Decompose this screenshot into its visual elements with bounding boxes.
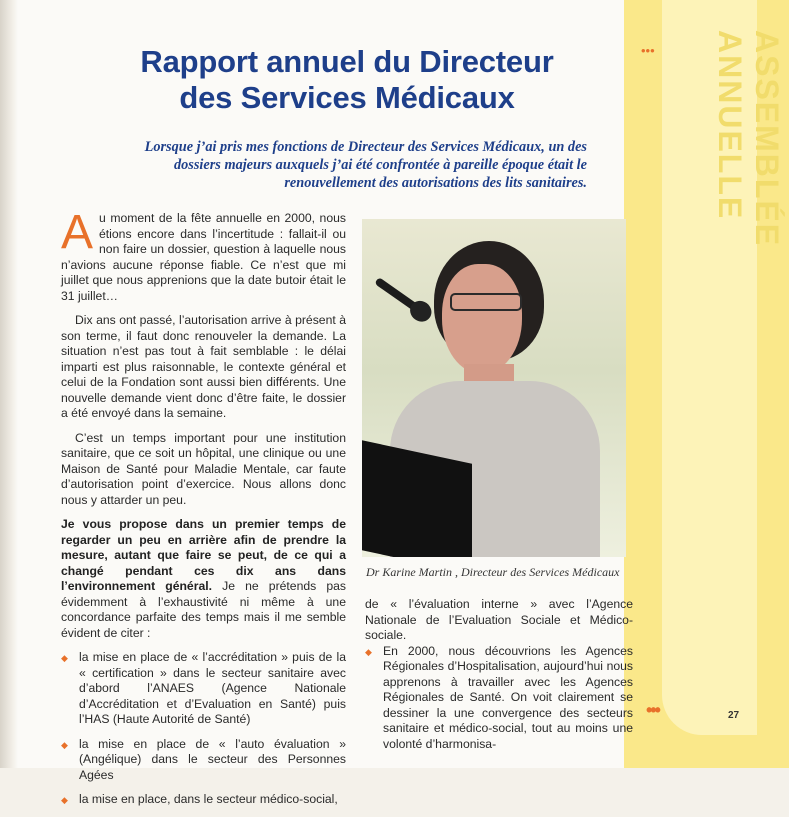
glasses-shape <box>450 293 522 311</box>
bullet-item: ◆ En 2000, nous découvrions les Agences Régionales d’Hospitalisation, aujourd’hui nous apprenons à travailler avec les Agences Régionales de Santé. On voit clairement se dessiner la une convergence des secteurs sanitaire et médico-social, tout au moins une volonté d’harmonisa- <box>365 644 633 753</box>
paragraph-2: Dix ans ont passé, l’autorisation arrive à présent à son terme, il faut donc renouveler la demande. La situation n’est pas tout à fait semblable : le délai imparti est plus raisonnable, le contexte général et celui de la Fondation sont aussi bien différents. Une nouvelle demande vient donc d’être faite, le dossier a été envoyé dans la semaine. <box>61 313 346 420</box>
footer-dots-decoration: ••• <box>646 700 659 720</box>
paragraph-1-text: u moment de la fête annuelle en 2000, nous étions encore dans l’incertitude : fallait-il ou non faire un dossier, question à laquelle nous n’avions aucune réponse fiable. Ce n’est que mi juillet que nous apprenions que la date butoir était le 31 juillet… <box>61 211 346 303</box>
article-title: Rapport annuel du Directeur des Services Médicaux <box>140 44 554 115</box>
book-spine <box>0 0 18 768</box>
paragraph-1 <box>61 206 346 304</box>
face-shape <box>442 264 522 374</box>
photo-caption: Dr Karine Martin , Directeur des Services Médicaux <box>366 565 620 579</box>
bullet-item: ◆ la mise en place de « l’accréditation » puis de la « certification » dans le secteur sanitaire avec d’abord l’ANAES (Agence Nationale d’Accréditation et d’Evaluation en Santé) puis l’HAS (Haute Autorité de Santé) <box>61 650 346 728</box>
drop-cap: A <box>61 206 94 259</box>
lead-paragraph: Lorsque j’ai pris mes fonctions de Directeur des Services Médicaux, un des dossiers majeurs auxquels j’ai été confrontée à pareille époque était le renouvellement des autorisations des lits sanitaires. <box>144 139 587 191</box>
vertical-section-title: ASSEMBLÉE ANNUELLE <box>712 30 785 248</box>
bullet-item: ◆ la mise en place, dans le secteur médico-social, <box>61 792 346 808</box>
yellow-side-band <box>624 0 789 768</box>
bullet-item: ◆ la mise en place de « l’auto évaluation » (Angélique) dans le secteur des Personnes Agées <box>61 737 346 784</box>
intro-bold: Je vous propose dans un premier temps de regarder un peu en arrière afin de prendre la mesure, autant que faire se peut, de ce qui a changé pendant ces dix ans dans l’environnement général. <box>61 517 346 593</box>
right-column <box>365 597 633 752</box>
page-number: 27 <box>728 710 740 721</box>
intro-paragraph <box>61 517 346 641</box>
top-dots-decoration: ••• <box>641 43 655 58</box>
intro-rest: Je ne prétends pas évidemment à l’exhaustivité ni même à une concordance parfaite des temps mais il me semble évident de citer : <box>61 579 346 640</box>
paragraph-3: C’est un temps important pour une institution sanitaire, que ce soit un hôpital, une clinique ou une Maison de Santé pour Maladie Mentale, car faute d’autorisation point d’exercice. Nous allons donc nous y attarder un peu. <box>61 430 346 507</box>
continuation-text: de « l’évaluation interne » avec l’Agence Nationale de l’Evaluation Sociale et Médico-sociale. <box>365 597 633 642</box>
portrait-photo <box>362 219 626 557</box>
microphone-icon <box>367 269 438 331</box>
left-column <box>61 206 346 817</box>
